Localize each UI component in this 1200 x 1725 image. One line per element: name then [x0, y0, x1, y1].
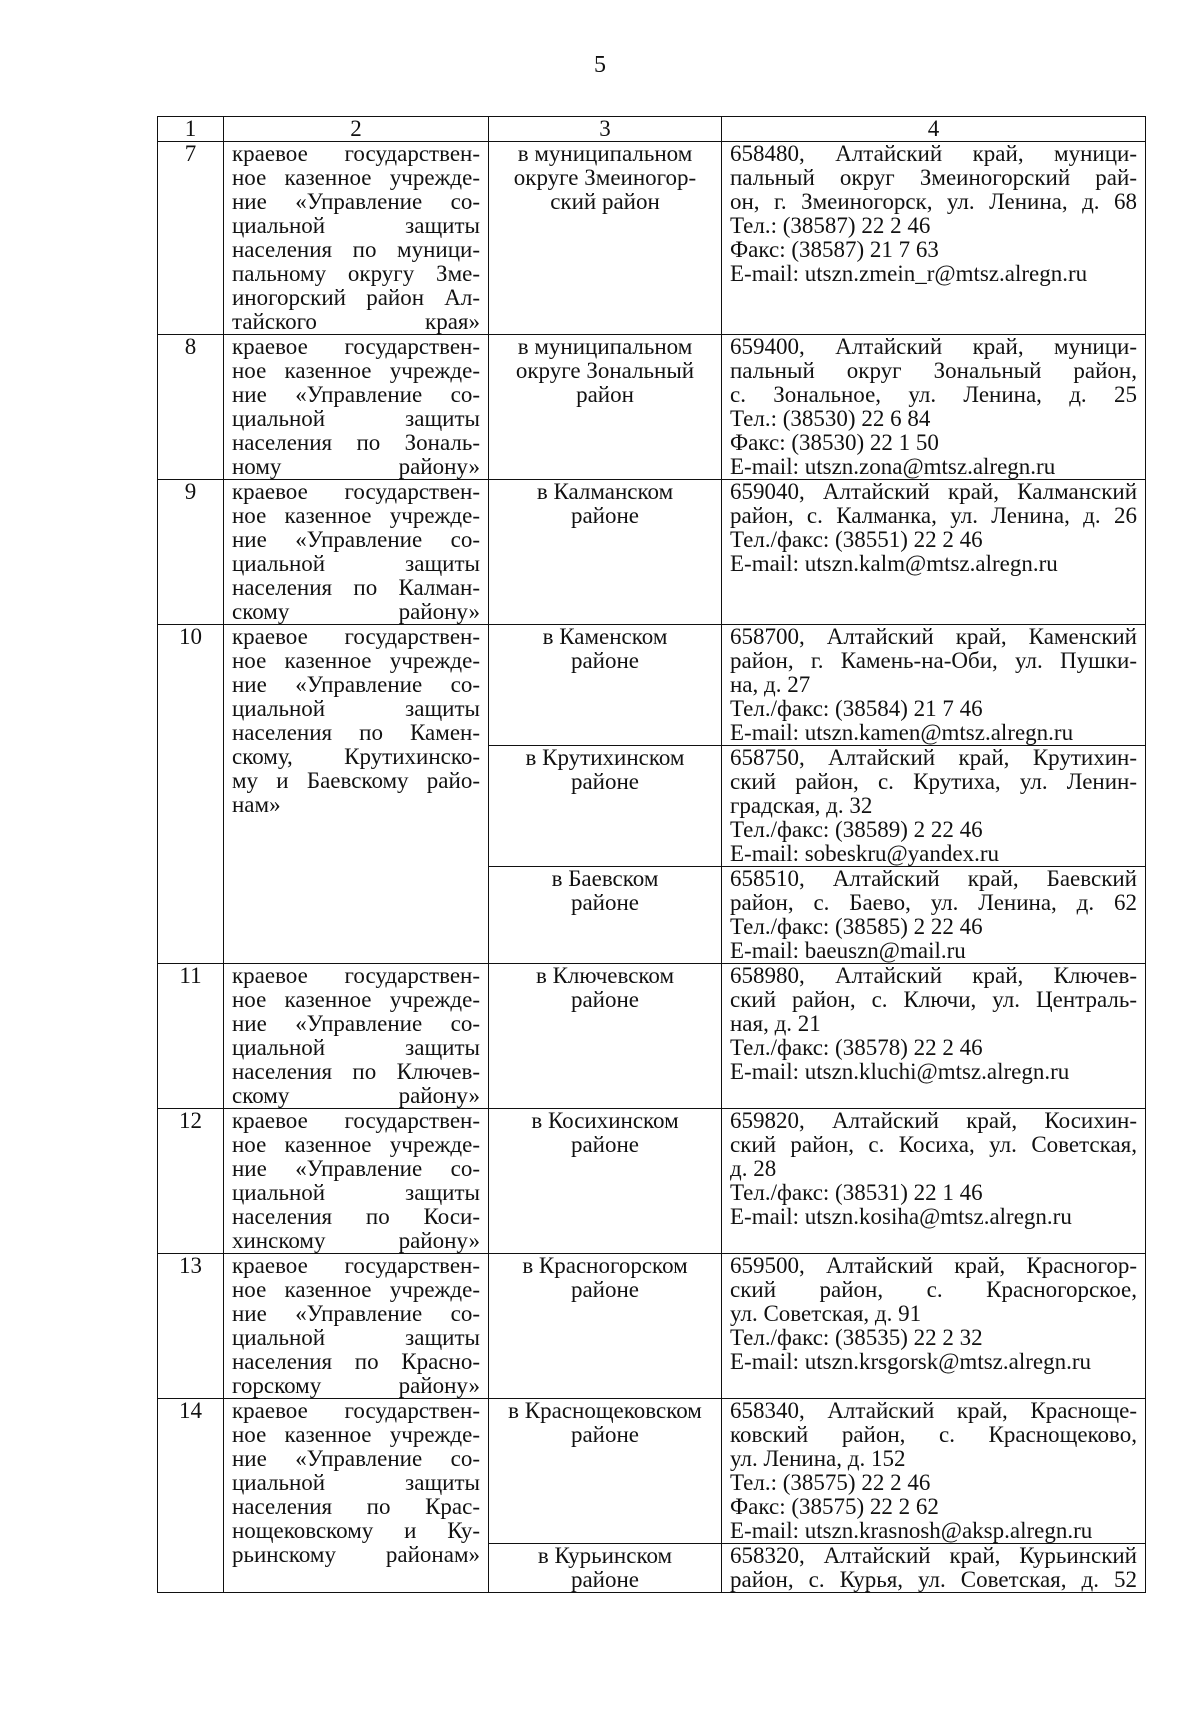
address-contacts-line: E-mail: utszn.kamen@mtsz.alregn.ru: [730, 720, 1074, 745]
address-contacts-line: ная, д. 21: [730, 1011, 821, 1036]
institution-name-line: населения по Ключев-: [232, 1059, 480, 1084]
address-contacts-line: Тел./факс: (38531) 22 1 46: [730, 1180, 983, 1205]
institution-name-line: нощековскому и Ку-: [232, 1518, 480, 1543]
institution-name-line: иногорский район Ал-: [232, 285, 480, 310]
address-contacts-line: пальный округ Зональный район,: [730, 358, 1137, 383]
institution-name-line: краевое государствен-: [232, 1253, 480, 1278]
district-name: [489, 1544, 722, 1593]
institution-name-line: ное казенное учрежде-: [232, 648, 480, 673]
address-contacts-line: Тел./факс: (38589) 2 22 46: [730, 817, 983, 842]
institution-name-line: ние «Управление со-: [232, 1156, 480, 1181]
address-contacts-line: E-mail: utszn.kluchi@mtsz.alregn.ru: [730, 1059, 1070, 1084]
institution-name-line: ному району»: [232, 454, 480, 479]
institution-name-line: краевое государствен-: [232, 963, 480, 988]
row-number: 13: [158, 1254, 224, 1399]
district-name-line: в Косихинском: [531, 1108, 679, 1133]
address-contacts-line: E-mail: utszn.zmein_r@mtsz.alregn.ru: [730, 261, 1088, 286]
district-name-line: ский район: [550, 189, 660, 214]
row-number: 11: [158, 964, 224, 1109]
district-name-line: в Калманском: [536, 479, 674, 504]
address-contacts: [722, 142, 1146, 335]
district-name-line: районе: [570, 1132, 640, 1157]
institution-name-line: населения по Калман-: [232, 575, 480, 600]
institution-name-line: населения по Коси-: [232, 1204, 480, 1229]
district-name: [489, 964, 722, 1109]
institution-name-line: ное казенное учрежде-: [232, 1422, 480, 1447]
address-contacts-line: Тел.: (38575) 22 2 46: [730, 1470, 931, 1495]
institution-name-line: краевое государствен-: [232, 1398, 480, 1423]
address-contacts-line: 659040, Алтайский край, Калманский: [730, 479, 1137, 504]
address-contacts-line: район, с. Калманка, ул. Ленина, д. 26: [730, 503, 1137, 528]
address-contacts-line: 658700, Алтайский край, Каменский: [730, 624, 1137, 649]
district-name-line: районе: [570, 890, 640, 915]
table-row: [158, 625, 1146, 746]
institutions-table: [157, 116, 1146, 1593]
district-name-line: в Ключевском: [535, 963, 675, 988]
address-contacts-line: 658340, Алтайский край, Краснощe-: [730, 1398, 1137, 1423]
district-name: [489, 625, 722, 746]
district-name-line: в Краснощековском: [508, 1398, 702, 1423]
address-contacts-line: Факс: (38575) 22 2 62: [730, 1494, 939, 1519]
address-contacts: [722, 1109, 1146, 1254]
district-name-line: в Баевском: [551, 866, 659, 891]
district-name: [489, 480, 722, 625]
address-contacts-line: 658510, Алтайский край, Баевский: [730, 866, 1137, 891]
institution-name-line: ное казенное учрежде-: [232, 987, 480, 1012]
row-number: 14: [158, 1399, 224, 1593]
district-name: [489, 1109, 722, 1254]
institution-name-line: хинскому району»: [232, 1228, 480, 1253]
address-contacts-line: он, г. Змеиногорск, ул. Ленина, д. 68: [730, 189, 1137, 214]
address-contacts-line: ский район, с. Крутиха, ул. Ленин-: [730, 769, 1137, 794]
institution-name-line: населения по Зональ-: [232, 430, 480, 455]
table-row: [158, 1399, 1146, 1544]
institution-name-line: циальной защиты: [232, 1470, 480, 1495]
district-name: [489, 1254, 722, 1399]
institution-name: [224, 1254, 489, 1399]
institution-name-line: ное казенное учрежде-: [232, 503, 480, 528]
institution-name-line: ное казенное учрежде-: [232, 165, 480, 190]
institution-name-line: циальной защиты: [232, 1180, 480, 1205]
district-name-line: в муниципальном: [517, 141, 693, 166]
row-number: 10: [158, 625, 224, 964]
address-contacts-line: 658980, Алтайский край, Ключев-: [730, 963, 1137, 988]
column-header-2: 2: [224, 117, 489, 142]
district-name: [489, 746, 722, 867]
address-contacts-line: 658320, Алтайский край, Курьинский: [730, 1543, 1137, 1568]
institution-name-line: циальной защиты: [232, 1325, 480, 1350]
address-contacts-line: градская, д. 32: [730, 793, 873, 818]
district-name-line: районе: [570, 648, 640, 673]
address-contacts: [722, 964, 1146, 1109]
address-contacts: [722, 480, 1146, 625]
table-row: [158, 964, 1146, 1109]
address-contacts-line: на, д. 27: [730, 672, 811, 697]
address-contacts-line: Тел./факс: (38584) 21 7 46: [730, 696, 983, 721]
table-row: [158, 480, 1146, 625]
institution-name-line: краевое государствен-: [232, 1108, 480, 1133]
institution-name-line: циальной защиты: [232, 551, 480, 576]
institution-name-line: населения по Камен-: [232, 720, 480, 745]
district-name: [489, 1399, 722, 1544]
address-contacts-line: E-mail: sobeskru@yandex.ru: [730, 841, 1000, 866]
institution-name-line: ние «Управление со-: [232, 1301, 480, 1326]
district-name-line: в Красногорском: [522, 1253, 688, 1278]
page-number: 5: [594, 52, 606, 78]
district-name-line: в Каменском: [542, 624, 668, 649]
address-contacts: [722, 1254, 1146, 1399]
address-contacts-line: ковский район, с. Краснощеково,: [730, 1422, 1137, 1447]
address-contacts-line: ул. Ленина, д. 152: [730, 1446, 906, 1471]
address-contacts-line: пальный округ Змеиногорский рай-: [730, 165, 1137, 190]
address-contacts-line: ский район, с. Косиха, ул. Советская,: [730, 1132, 1137, 1157]
institution-name-line: му и Баевскому райо-: [232, 768, 480, 793]
address-contacts-line: Тел./факс: (38585) 2 22 46: [730, 914, 983, 939]
institution-name-line: пальному округу Зме-: [232, 261, 480, 286]
address-contacts: [722, 746, 1146, 867]
row-number: 8: [158, 335, 224, 480]
district-name-line: округе Змеиногор-: [513, 165, 697, 190]
table-row: [158, 1109, 1146, 1254]
district-name-line: в муниципальном: [517, 334, 693, 359]
institution-name-line: тайского края»: [232, 309, 480, 334]
address-contacts: [722, 1399, 1146, 1544]
institution-name-line: ное казенное учрежде-: [232, 1277, 480, 1302]
address-contacts: [722, 1544, 1146, 1593]
table-row: [158, 1254, 1146, 1399]
institution-name-line: краевое государствен-: [232, 334, 480, 359]
row-number: 12: [158, 1109, 224, 1254]
institution-name-line: горскому району»: [232, 1373, 480, 1398]
address-contacts: [722, 867, 1146, 964]
column-header-3: 3: [489, 117, 722, 142]
column-header-1: 1: [158, 117, 224, 142]
address-contacts: [722, 625, 1146, 746]
institution-name-line: ние «Управление со-: [232, 1446, 480, 1471]
address-contacts-line: Факс: (38530) 22 1 50: [730, 430, 939, 455]
institution-name: [224, 1109, 489, 1254]
address-contacts-line: 659500, Алтайский край, Красногор-: [730, 1253, 1137, 1278]
institution-name: [224, 335, 489, 480]
table-header-row: [158, 117, 1146, 142]
institution-name-line: циальной защиты: [232, 213, 480, 238]
table-row: [158, 335, 1146, 480]
address-contacts-line: ский район, с. Красногорское,: [730, 1277, 1137, 1302]
district-name: [489, 867, 722, 964]
institution-name-line: циальной защиты: [232, 406, 480, 431]
address-contacts-line: 659400, Алтайский край, муници-: [730, 334, 1137, 359]
district-name-line: районе: [570, 769, 640, 794]
institution-name-line: скому, Крутихинско-: [232, 744, 480, 769]
district-name-line: в Крутихинском: [525, 745, 685, 770]
address-contacts-line: E-mail: utszn.krsgorsk@mtsz.alregn.ru: [730, 1349, 1091, 1374]
district-name-line: районе: [570, 503, 640, 528]
institution-name-line: циальной защиты: [232, 696, 480, 721]
institution-name-line: скому району»: [232, 599, 480, 624]
district-name-line: районе: [570, 1567, 640, 1592]
institution-name-line: ние «Управление со-: [232, 189, 480, 214]
district-name-line: округе Зональный: [515, 358, 695, 383]
address-contacts-line: Тел.: (38530) 22 6 84: [730, 406, 931, 431]
address-contacts-line: Тел.: (38587) 22 2 46: [730, 213, 931, 238]
district-name-line: район: [576, 382, 634, 407]
address-contacts-line: ул. Советская, д. 91: [730, 1301, 922, 1326]
address-contacts-line: E-mail: utszn.kalm@mtsz.alregn.ru: [730, 551, 1058, 576]
institution-name-line: краевое государствен-: [232, 624, 480, 649]
address-contacts-line: район, г. Камень-на-Оби, ул. Пушки-: [730, 648, 1137, 673]
district-name-line: в Курьинском: [537, 1543, 673, 1568]
address-contacts-line: 658750, Алтайский край, Крутихин-: [730, 745, 1137, 770]
row-number: 7: [158, 142, 224, 335]
address-contacts-line: E-mail: baeuszn@mail.ru: [730, 938, 966, 963]
institution-name: [224, 964, 489, 1109]
district-name: [489, 335, 722, 480]
institution-name-line: населения по Крас-: [232, 1494, 480, 1519]
address-contacts: [722, 335, 1146, 480]
address-contacts-line: Тел./факс: (38551) 22 2 46: [730, 527, 983, 552]
institution-name-line: циальной защиты: [232, 1035, 480, 1060]
institution-name-line: скому району»: [232, 1083, 480, 1108]
address-contacts-line: 659820, Алтайский край, Косихин-: [730, 1108, 1137, 1133]
institution-name-line: рьинскому районам»: [232, 1542, 480, 1567]
institution-name-line: ное казенное учрежде-: [232, 358, 480, 383]
address-contacts-line: район, с. Баево, ул. Ленина, д. 62: [730, 890, 1137, 915]
institution-name-line: ние «Управление со-: [232, 527, 480, 552]
institution-name-line: краевое государствен-: [232, 141, 480, 166]
row-number: 9: [158, 480, 224, 625]
institution-name-line: населения по муници-: [232, 237, 480, 262]
address-contacts-line: Тел./факс: (38578) 22 2 46: [730, 1035, 983, 1060]
district-name-line: районе: [570, 1277, 640, 1302]
institution-name-line: населения по Красно-: [232, 1349, 480, 1374]
address-contacts-line: E-mail: utszn.kosiha@mtsz.alregn.ru: [730, 1204, 1072, 1229]
institution-name-line: ное казенное учрежде-: [232, 1132, 480, 1157]
institution-name: [224, 480, 489, 625]
institution-name-line: ние «Управление со-: [232, 1011, 480, 1036]
address-contacts-line: Тел./факс: (38535) 22 2 32: [730, 1325, 983, 1350]
institution-name-line: нам»: [232, 792, 281, 817]
address-contacts-line: с. Зональное, ул. Ленина, д. 25: [730, 382, 1137, 407]
address-contacts-line: Факс: (38587) 21 7 63: [730, 237, 939, 262]
district-name-line: районе: [570, 987, 640, 1012]
table-row: [158, 142, 1146, 335]
district-name-line: районе: [570, 1422, 640, 1447]
address-contacts-line: ский район, с. Ключи, ул. Централь-: [730, 987, 1137, 1012]
column-header-4: 4: [722, 117, 1146, 142]
address-contacts-line: E-mail: utszn.krasnosh@aksp.alregn.ru: [730, 1518, 1093, 1543]
address-contacts-line: район, с. Курья, ул. Советская, д. 52: [730, 1567, 1137, 1592]
institution-name: [224, 1399, 489, 1593]
address-contacts-line: д. 28: [730, 1156, 777, 1181]
address-contacts-line: 658480, Алтайский край, муници-: [730, 141, 1137, 166]
district-name: [489, 142, 722, 335]
institution-name: [224, 142, 489, 335]
institution-name: [224, 625, 489, 964]
address-contacts-line: E-mail: utszn.zona@mtsz.alregn.ru: [730, 454, 1056, 479]
institution-name-line: ние «Управление со-: [232, 382, 480, 407]
institution-name-line: ние «Управление со-: [232, 672, 480, 697]
institution-name-line: краевое государствен-: [232, 479, 480, 504]
